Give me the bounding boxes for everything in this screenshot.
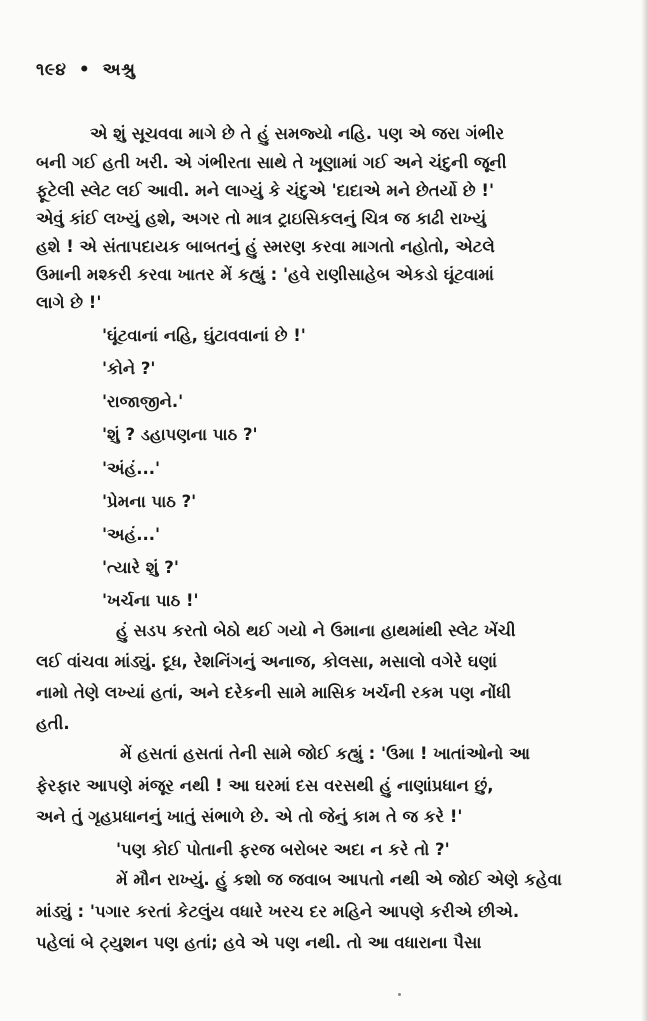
text-line: હતી.	[36, 714, 70, 733]
text-line: અને તું ગૃહપ્રધાનનું ખાતું સંભાળે છે. એ તો જેનું કામ તે જ કરે !'	[36, 807, 463, 826]
text-line: 'અહં...'	[102, 525, 161, 544]
text-line: 'રાજાજીને.'	[102, 392, 184, 411]
text-line: 'અંહં...'	[102, 459, 161, 478]
header-separator: •	[78, 60, 91, 80]
text-line: 'કોને ?'	[102, 359, 156, 378]
text-line: બની ગઈ હતી ખરી. એ ગંભીરતા સાથે તે ખૂણામાં ગઈ અને ચંદુની જૂની	[36, 153, 507, 172]
page-number: ૧૯૪	[36, 60, 67, 80]
page-speck	[398, 993, 401, 996]
text-line: લાગે છે !'	[36, 293, 102, 312]
text-line: 'શું ? ડહાપણના પાઠ ?'	[102, 425, 258, 444]
page-spine-shadow	[641, 0, 647, 1021]
text-line: 'ઘૂંટવાનાં નહિ, ઘુંટાવવાનાં છે !'	[102, 326, 306, 345]
text-line: 'પણ કોઈ પોતાની ફરજ બરોબર અદા ન કરે તો ?'	[116, 840, 450, 859]
text-line: મેં મૌન રાખ્યું. હું કશો જ જવાબ આપતો નથી એ જોઈ એણે કહેવા	[116, 870, 562, 889]
text-line: ફૂટેલી સ્લેટ લઈ આવી. મને લાગ્યું કે ચંદુએ 'દાદાએ મને છેતર્યો છે !'	[36, 181, 495, 200]
book-title: અશ્રુ	[102, 60, 136, 80]
text-line: 'ખર્ચના પાઠ !'	[102, 591, 199, 610]
text-line: નામો તેણે લખ્યાં હતાં, અને દરેકની સામે માસિક ખર્ચની રકમ પણ નોંધી	[36, 683, 511, 702]
text-line: 'પ્રેમના પાઠ ?'	[102, 492, 197, 511]
text-line: પહેલાં બે ટ્યુશન પણ હતાં; હવે એ પણ નથી. તો આ વધારાના પૈસા	[36, 933, 482, 952]
text-line: 'ત્યારે શું ?'	[102, 558, 179, 577]
text-line: લઈ વાંચવા માંડ્યું. દૂધ, રેશનિંગનું અનાજ, કોલસા, મસાલો વગેરે ઘણાં	[36, 652, 498, 671]
text-line: હશે ! એ સંતાપદાયક બાબતનું હું સ્મરણ કરવા માગતો નહોતો, એટલે	[36, 237, 495, 256]
text-line: એ શું સૂચવવા માગે છે તે હું સમજ્યો નહિ. પણ એ જરા ગંભીર	[90, 124, 505, 143]
running-head	[36, 60, 135, 80]
text-line: ફેરફાર આપણે મંજૂર નથી ! આ ઘરમાં દસ વરસથી હું નાણાંપ્રધાન છું,	[36, 776, 494, 795]
text-line: એવું કાંઈ લખ્યું હશે, અગર તો માત્ર ટ્રાઇસિકલનું ચિત્ર જ કાઢી રાખ્યું	[36, 209, 487, 228]
text-line: માંડ્યું : 'પગાર કરતાં કેટલુંય વધારે ખરચ દર મહિને આપણે કરીએ છીએ.	[36, 902, 520, 921]
text-line: ઉમાની મશ્કરી કરવા ખાતર મેં કહ્યું : 'હવે રાણીસાહેબ એકડો ઘૂંટવામાં	[36, 265, 494, 284]
text-line: મેં હસતાં હસતાં તેની સામે જોઈ કહ્યું : 'ઉમા ! ખાતાંઓનો આ	[120, 744, 530, 763]
text-line: હું સડપ કરતો બેઠો થઈ ગયો ને ઉમાના હાથમાંથી સ્લેટ ખેંચી	[116, 621, 516, 640]
